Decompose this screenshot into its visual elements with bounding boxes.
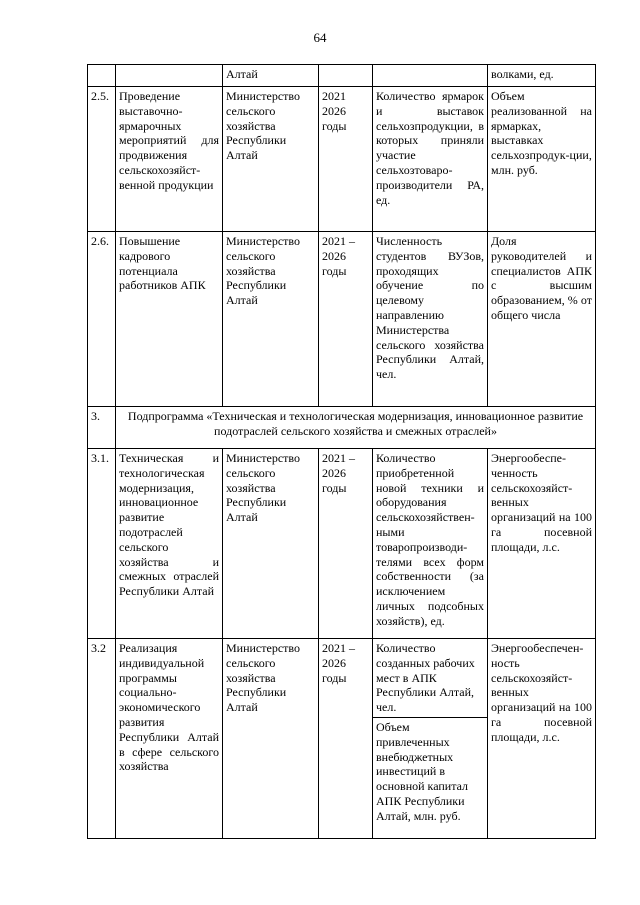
cell-years [319, 65, 373, 87]
table-row [88, 449, 596, 639]
cell-years: 2021 – 2026 годы [319, 232, 373, 407]
program-measures-table [87, 64, 596, 839]
cell-num: 2.5. [88, 87, 116, 232]
cell-indicator: Количество приобретенной новой техники и оборудования сельскохозяйствен-ными товаропроизводи-телями всех форм собственности (за исключением личных подсобных хозяйств), ед. [373, 449, 488, 639]
cell-target: Объем реализованной на ярмарках, выставках сельхозпродук-ции, млн. руб. [488, 87, 596, 232]
table-row-continuation [88, 65, 596, 87]
cell-num: 3. [88, 407, 116, 449]
page-number: 64 [313, 30, 327, 45]
cell-num: 2.6. [88, 232, 116, 407]
cell-indicator [373, 639, 488, 839]
cell-indicator [373, 65, 488, 87]
cell-responsible: Министерство сельского хозяйства Республики Алтай [223, 232, 319, 407]
cell-target: Энергообеспе-ченность сельскохозяйст-венных организаций на 100 га посевной площади, л.с. [488, 449, 596, 639]
cell-years: 2021 – 2026 годы [319, 639, 373, 839]
table-row [88, 232, 596, 407]
indicator-investments: Объем привлеченных внебюджетных инвестиций в основной капитал АПК Республики Алтай, млн. руб. [373, 717, 487, 826]
subprogram-title: Подпрограмма «Техническая и технологическая модернизация, инновационное развитие подотраслей сельского хозяйства и смежных отраслей» [116, 407, 596, 449]
cell-target: Энергообеспечен-ность сельскохозяйст-венных организаций на 100 га посевной площади, л.с. [488, 639, 596, 839]
table-row-subprogram [88, 407, 596, 449]
cell-responsible: Алтай [223, 65, 319, 87]
cell-indicator: Численность студентов ВУЗов, проходящих обучение по целевому направлению Министерства сельского хозяйства Республики Алтай, чел. [373, 232, 488, 407]
cell-num [88, 65, 116, 87]
table-row [88, 639, 596, 839]
table-row [88, 87, 596, 232]
cell-num: 3.1. [88, 449, 116, 639]
cell-years: 2021 – 2026 годы [319, 449, 373, 639]
cell-measure: Повышение кадрового потенциала работников АПК [116, 232, 223, 407]
cell-measure: Проведение выставочно-ярмарочных мероприятий для продвижения сельскохозяйст-венной продукции [116, 87, 223, 232]
cell-num: 3.2 [88, 639, 116, 839]
cell-measure: Техническая и технологическая модернизация, инновационное развитие подотраслей сельского хозяйства и смежных отраслей Республики Алтай [116, 449, 223, 639]
cell-responsible: Министерство сельского хозяйства Республики Алтай [223, 639, 319, 839]
cell-measure: Реализация индивидуальной программы социально-экономического развития Республики Алтай в сфере сельского хозяйства [116, 639, 223, 839]
cell-responsible: Министерство сельского хозяйства Республики Алтай [223, 449, 319, 639]
indicator-jobs: Количество созданных рабочих мест в АПК Республики Алтай, чел. [376, 641, 475, 715]
cell-responsible: Министерство сельского хозяйства Республики Алтай [223, 87, 319, 232]
cell-target: волками, ед. [488, 65, 596, 87]
cell-target: Доля руководителей и специалистов АПК с высшим образованием, % от общего числа [488, 232, 596, 407]
cell-years: 2021 2026 годы [319, 87, 373, 232]
cell-measure [116, 65, 223, 87]
cell-indicator: Количество ярмарок и выставок сельхозпродукции, в которых приняли участие сельхозтоваро-производители РА, ед. [373, 87, 488, 232]
